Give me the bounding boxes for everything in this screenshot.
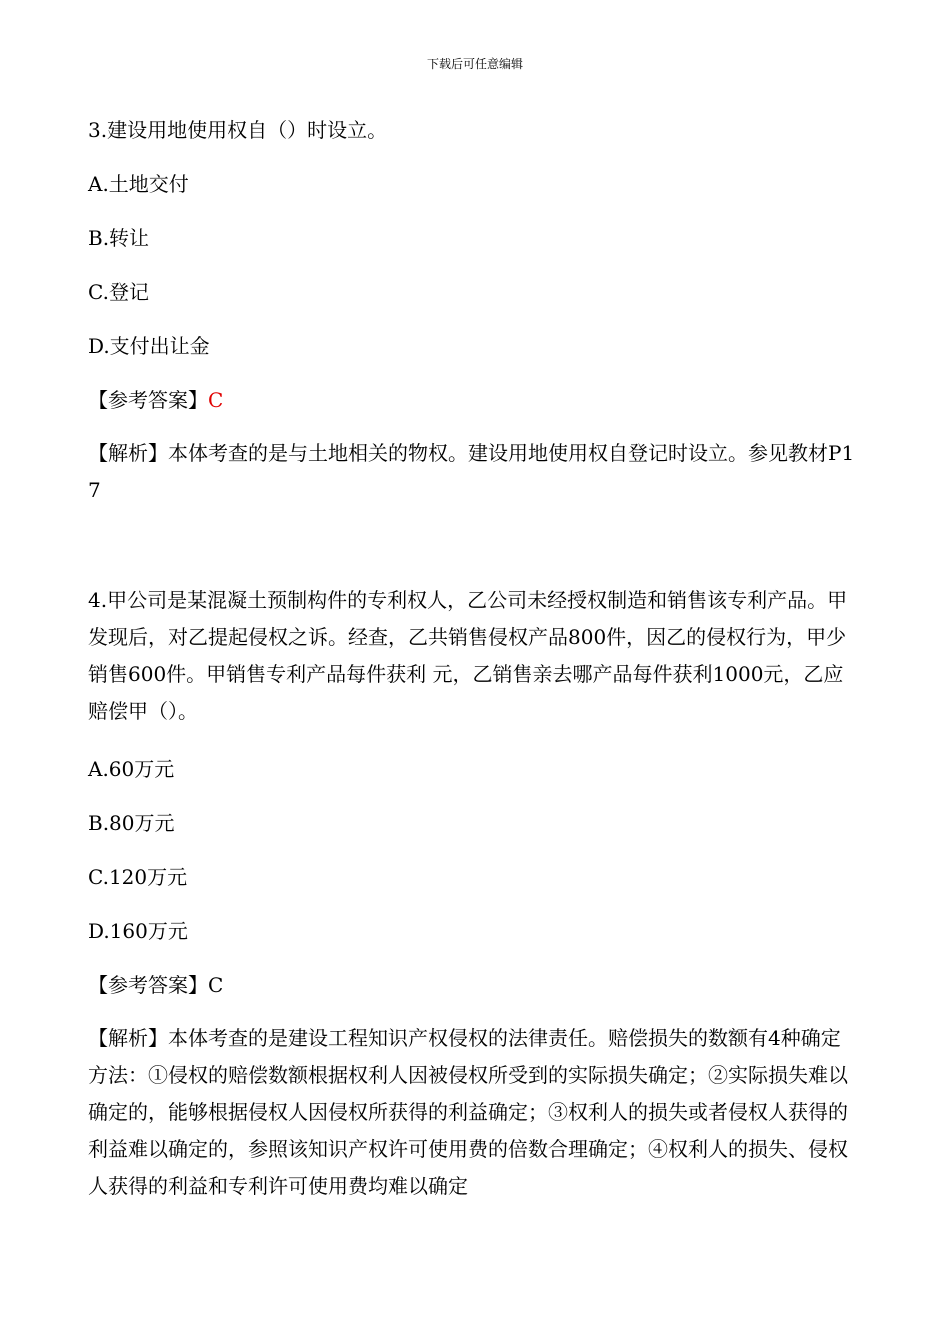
question-4-analysis: 【解析】本体考查的是建设工程知识产权侵权的法律责任。赔偿损失的数额有4种确定方法：①侵权的赔偿数额根据权利人因被侵权所受到的实际损失确定；②实际损失难以确定的，能够根据侵权人因侵权所获得的利益确定；③权利人的损失或者侵权人获得的利益难以确定的，参照该知识产权许可使用费的倍数合理确定；④权利人的损失、侵权人获得的利益和专利许可使用费均难以确定 bbox=[88, 1026, 848, 1198]
answer-value: C bbox=[208, 973, 224, 997]
question-4-text: 4.甲公司是某混凝土预制构件的专利权人，乙公司未经授权制造和销售该专利产品。甲发现后，对乙提起侵权之诉。经查，乙共销售侵权产品800件，因乙的侵权行为，甲少销售600件。甲销售专利产品每件获利 元，乙销售亲去哪产品每件获利1000元，乙应赔偿甲（）。 bbox=[88, 588, 848, 723]
question-3-text: 3.建设用地使用权自（）时设立。 bbox=[88, 118, 388, 142]
question-3-option-b: B.转让 bbox=[88, 226, 150, 250]
question-3-answer bbox=[88, 382, 868, 418]
question-4-option-c: C.120万元 bbox=[88, 865, 188, 889]
question-3-option-d: D.支付出让金 bbox=[88, 334, 210, 358]
question-4-answer bbox=[88, 967, 868, 1003]
page-header: 下载后可任意编辑 bbox=[426, 57, 523, 71]
answer-label: 【参考答案】 bbox=[88, 388, 208, 412]
question-3-analysis: 【解析】本体考查的是与土地相关的物权。建设用地使用权自登记时设立。参见教材P17 bbox=[88, 441, 855, 502]
answer-label: 【参考答案】 bbox=[88, 973, 208, 997]
answer-value: C bbox=[208, 388, 224, 412]
question-4-option-d: D.160万元 bbox=[88, 919, 188, 943]
question-4-option-b: B.80万元 bbox=[88, 811, 175, 835]
question-4-option-a: A.60万元 bbox=[88, 757, 175, 781]
question-3-option-a: A.土地交付 bbox=[88, 172, 189, 196]
question-3-option-c: C.登记 bbox=[88, 280, 149, 304]
